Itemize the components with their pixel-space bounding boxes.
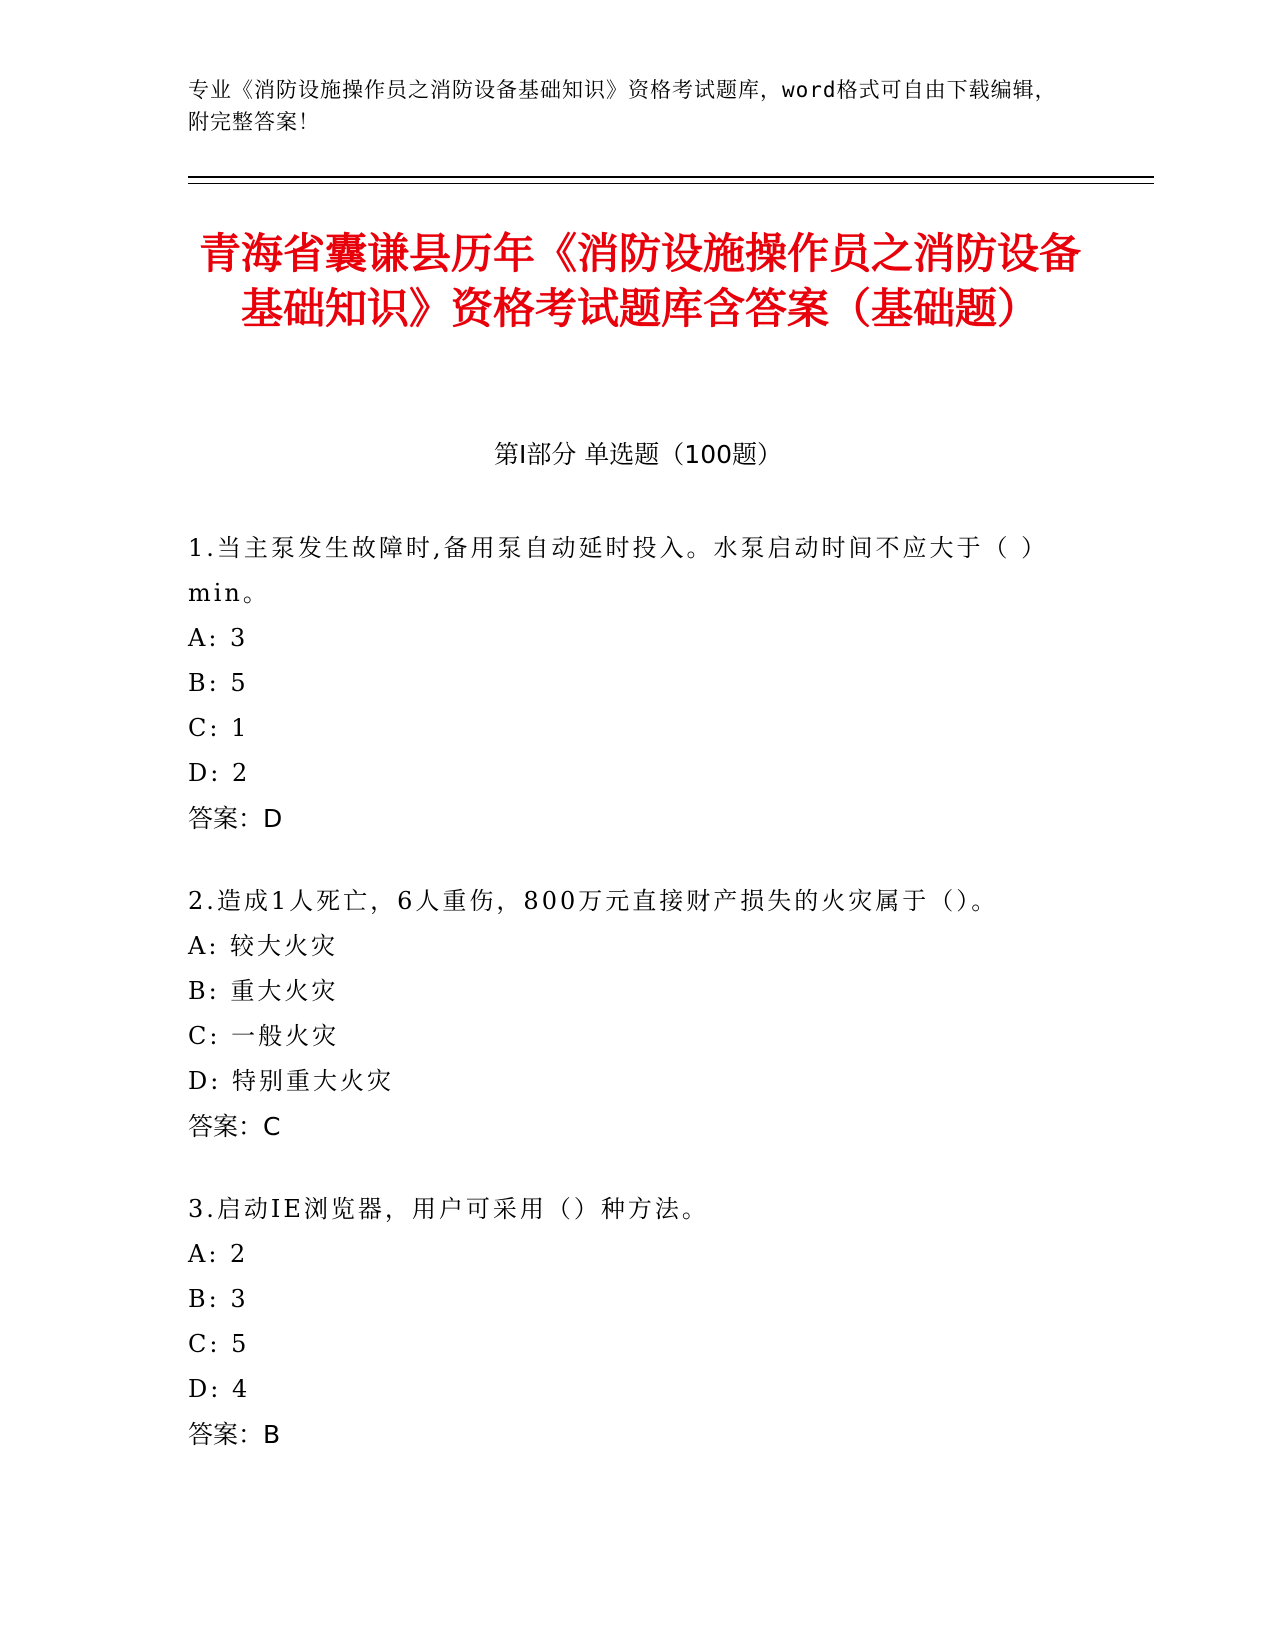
option-d: D: 4 bbox=[188, 1375, 251, 1403]
option-b: B: 重大火灾 bbox=[188, 977, 339, 1005]
question-3 bbox=[188, 1187, 1088, 1457]
question-stem: 2.造成1人死亡，6人重伤，800万元直接财产损失的火灾属于（）。 bbox=[188, 887, 999, 915]
document-title: 青海省囊谦县历年《消防设施操作员之消防设备基础知识》资格考试题库含答案（基础题） bbox=[198, 229, 1081, 333]
question-stem: 3.启动IE浏览器，用户可采用（）种方法。 bbox=[188, 1195, 709, 1223]
option-a: A: 3 bbox=[188, 624, 249, 652]
option-d: D: 2 bbox=[188, 759, 251, 787]
option-c: C: 1 bbox=[188, 714, 250, 742]
header-divider-thick bbox=[188, 176, 1154, 178]
option-a: A: 2 bbox=[188, 1240, 249, 1268]
option-a: A: 较大火灾 bbox=[188, 932, 339, 960]
answer: 答案：B bbox=[188, 1420, 281, 1449]
question-2 bbox=[188, 879, 1088, 1149]
answer: 答案：D bbox=[188, 804, 283, 833]
option-c: C: 一般火灾 bbox=[188, 1022, 340, 1050]
header-divider-thin bbox=[188, 183, 1154, 184]
answer: 答案：C bbox=[188, 1112, 281, 1141]
option-b: B: 5 bbox=[188, 669, 249, 697]
question-1 bbox=[188, 526, 1088, 841]
section-heading: 第I部分 单选题（100题） bbox=[493, 440, 783, 469]
option-b: B: 3 bbox=[188, 1285, 249, 1313]
question-stem: 1.当主泵发生故障时,备用泵自动延时投入。水泵启动时间不应大于（ ）min。 bbox=[188, 534, 1049, 607]
option-c: C: 5 bbox=[188, 1330, 250, 1358]
option-d: D: 特别重大火灾 bbox=[188, 1067, 394, 1095]
header-note: 专业《消防设施操作员之消防设备基础知识》资格考试题库，word格式可自由下载编辑，附完整答案！ bbox=[188, 78, 1057, 134]
question-list bbox=[188, 526, 1088, 1495]
